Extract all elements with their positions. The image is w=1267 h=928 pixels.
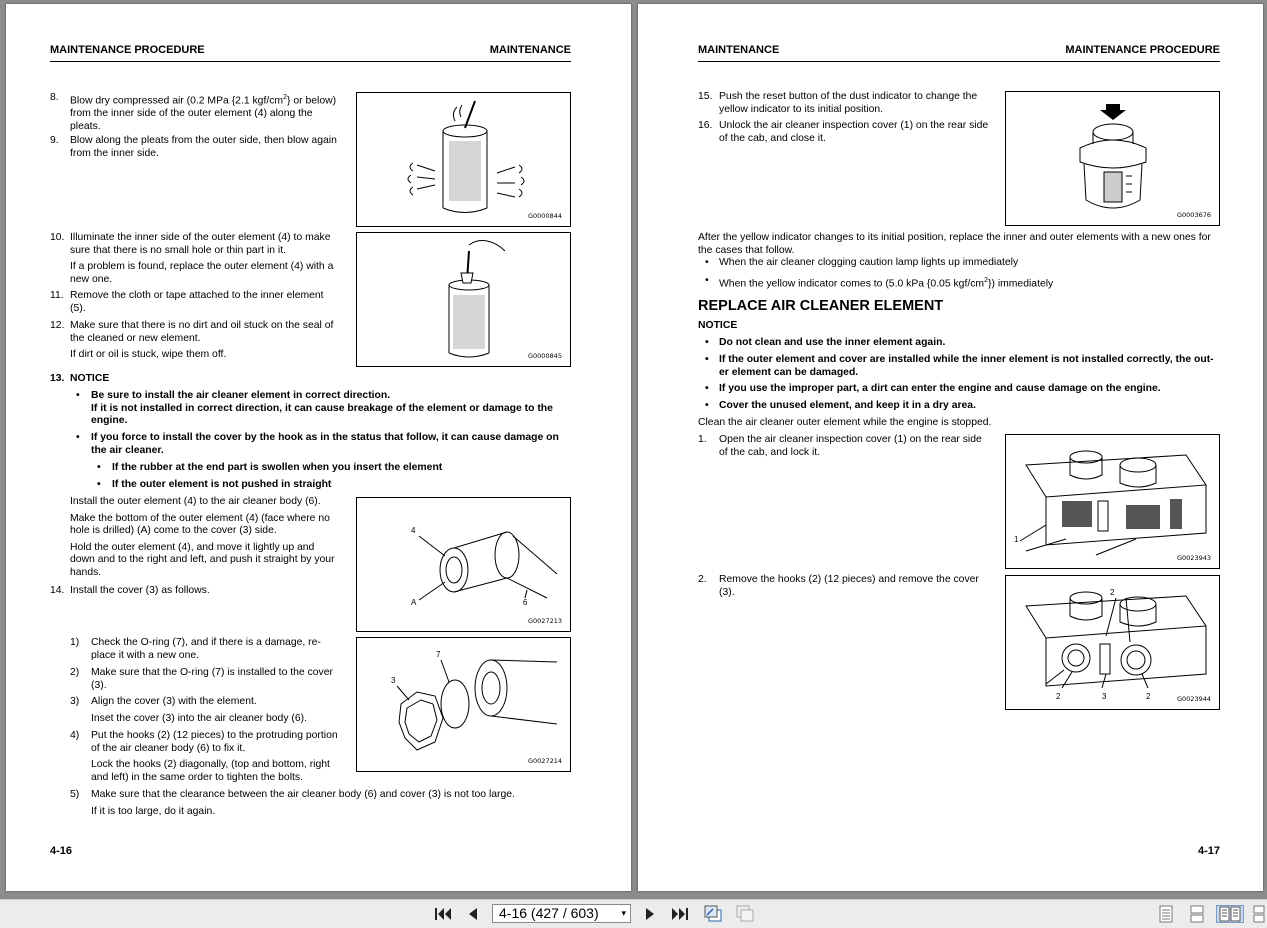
substep-3-text (91, 696, 351, 725)
callout-label: A (411, 598, 417, 607)
step-13-text (70, 496, 350, 580)
notice-line: er element can be damaged. (719, 366, 859, 378)
single-page-icon (1159, 905, 1173, 923)
header-left: MAINTENANCE PROCEDURE (50, 44, 205, 56)
step-number: 13. (50, 373, 65, 384)
bullet: • (705, 275, 709, 286)
figure-dust-indicator (1005, 91, 1220, 226)
step-13-line: down and to the right and left, and push it straight by your (70, 554, 335, 566)
step-15-line: yellow indicator to its initial position. (719, 103, 884, 115)
condition-2 (719, 275, 1053, 291)
header-right: MAINTENANCE PROCEDURE (1065, 44, 1220, 56)
figure-install-element (356, 497, 571, 632)
step-10-line: sure that there is no small hole or thin part in it. (70, 244, 287, 256)
last-page-button[interactable] (668, 905, 692, 923)
step-number: 10. (50, 232, 65, 243)
paragraph-line: After the yellow indicator changes to its initial position, replace the inner and outer elements with a new ones for (698, 232, 1211, 243)
chevron-down-icon[interactable]: ▾ (621, 908, 626, 918)
notice-label: NOTICE (698, 320, 738, 331)
step-8-line: Blow dry compressed air (0.2 MPa {2.1 kgf/cm (70, 95, 284, 107)
bullet: • (705, 383, 709, 394)
header-right: MAINTENANCE (489, 44, 571, 56)
step-number: 1. (698, 434, 707, 445)
step-number: 12. (50, 320, 65, 331)
viewer-toolbar (0, 899, 1267, 928)
substep-1-text (91, 637, 345, 662)
step-12-line: the cleaned or new element. (70, 332, 201, 344)
notice-item-4: Cover the unused element, and keep it in a dry area. (719, 400, 976, 411)
substep-line: of the air cleaner body (6) to fix it. (91, 742, 246, 754)
step-number: 14. (50, 585, 65, 596)
step-15-text (719, 91, 994, 116)
step-9-text (70, 135, 350, 160)
step-16-line: Unlock the air cleaner inspection cover (1) on the rear side (719, 120, 989, 131)
bullet: • (705, 354, 709, 365)
step-11-text (70, 290, 345, 315)
previous-page-button[interactable] (463, 905, 483, 923)
notice-item-2 (91, 432, 571, 457)
step-10-text (70, 232, 345, 286)
callout-label: 6 (523, 598, 528, 607)
callout-label: 7 (436, 650, 441, 659)
step-8-text (70, 92, 345, 133)
page-right (638, 4, 1263, 891)
notice-line: Be sure to install the air cleaner element in correct direction. (91, 390, 391, 401)
step-number: 11. (50, 290, 64, 301)
notice-item-1 (91, 390, 571, 428)
step-line: Remove the hooks (2) (12 pieces) and remove the cover (719, 574, 979, 585)
step-13-line: hole is drilled) (A) come to the cover (3) side. (70, 525, 277, 537)
notice-line: If you force to install the cover by the hook as in the status that follow, it can cause damage on (91, 432, 559, 443)
substep-2-text (91, 667, 345, 692)
bullet: • (705, 257, 709, 268)
substep-number: 4) (70, 730, 80, 741)
step-12-line: Make sure that there is no dirt and oil stuck on the seal of (70, 320, 334, 331)
bullet: • (97, 479, 101, 490)
section-title: REPLACE AIR CLEANER ELEMENT (698, 298, 944, 314)
notice-line: If it is not installed in correct direction, it can cause breakage of the element or damage to the (91, 402, 553, 414)
substep-line: and left) in the same order to tighten the bolts. (91, 771, 303, 783)
figure-blow-element (356, 92, 571, 227)
page-number-field[interactable] (492, 904, 631, 923)
step-number: 15. (698, 91, 713, 102)
step-12-line: If dirt or oil is stuck, wipe them off. (70, 349, 227, 361)
callout-label: 4 (411, 526, 416, 535)
step-8-line: pleats. (70, 120, 101, 132)
bullet: • (705, 400, 709, 411)
step-16-text (719, 120, 999, 145)
header-rule (50, 61, 571, 62)
continuous-view-button[interactable] (1187, 905, 1207, 923)
callout-label: 2 (1110, 588, 1115, 597)
substep-line: Put the hooks (2) (12 pieces) to the protruding portion (91, 730, 338, 741)
substep-number: 3) (70, 696, 80, 707)
single-page-view-button[interactable] (1157, 905, 1175, 923)
substep-number: 1) (70, 637, 80, 648)
substep-line: Make sure that the O-ring (7) is installed to the cover (91, 667, 333, 678)
notice-line: engine. (91, 415, 128, 427)
page-number: 4-16 (50, 845, 73, 857)
step-number: 8. (50, 92, 59, 103)
go-forward-view-icon (735, 905, 755, 923)
page-number-value: 4-16 (427 / 603) (499, 905, 599, 921)
figure-illuminate-element (356, 232, 571, 367)
callout-label: 2 (1146, 692, 1151, 701)
figure-code: G0027213 (528, 617, 562, 625)
condition-1: When the air cleaner clogging caution lamp lights up immediately (719, 257, 1019, 268)
bullet: • (97, 462, 101, 473)
step-15-line: Push the reset button of the dust indicator to change the (719, 91, 978, 102)
step-line: of the cab, and lock it. (719, 446, 821, 458)
step-number: 9. (50, 135, 59, 146)
step-14-text: Install the cover (3) as follows. (70, 585, 210, 596)
previous-page-icon (466, 906, 480, 922)
paragraph-line: the cases that follow. (698, 244, 795, 256)
step-9-line: from the inner side. (70, 147, 159, 159)
two-page-continuous-view-button[interactable] (1252, 905, 1266, 923)
notice-item-2 (719, 354, 1221, 379)
step-8-line: } or below) (287, 95, 337, 107)
replace-step-1-text (719, 434, 994, 459)
notice-subitem-1: If the rubber at the end part is swollen when you insert the element (112, 462, 443, 473)
notice-subitem-2: If the outer element is not pushed in straight (112, 479, 332, 490)
notice-item-3: If you use the improper part, a dirt can enter the engine and cause damage on the engine. (719, 383, 1161, 394)
superscript: 2 (984, 277, 988, 284)
continuous-page-icon (1190, 905, 1204, 923)
substep-5-text (91, 789, 571, 818)
step-8-line: from the inner side of the outer element (4) along the (70, 108, 313, 120)
step-13-line: Make the bottom of the outer element (4) (face where no (70, 512, 330, 524)
figure-open-cover (1005, 434, 1220, 569)
substep-line: Check the O-ring (7), and if there is a damage, re- (91, 637, 321, 648)
substep-line: If it is too large, do it again. (91, 805, 216, 817)
step-line: Open the air cleaner inspection cover (1) on the rear side (719, 434, 982, 445)
two-page-view-button[interactable] (1216, 905, 1244, 923)
figure-code: G0023944 (1177, 695, 1211, 703)
after-reset-text (698, 232, 1223, 257)
substep-line: Align the cover (3) with the element. (91, 696, 257, 707)
notice-line: If the outer element and cover are installed while the inner element is not installed correctly, the out- (719, 354, 1214, 365)
step-12-text (70, 320, 350, 362)
notice-item-1: Do not clean and use the inner element again. (719, 337, 946, 348)
bullet: • (705, 337, 709, 348)
substep-line: Inset the cover (3) into the air cleaner body (6). (91, 712, 308, 724)
last-page-icon (671, 906, 689, 922)
step-13-line: Install the outer element (4) to the air cleaner body (6). (70, 496, 321, 507)
substep-number: 2) (70, 667, 80, 678)
substep-line: Make sure that the clearance between the air cleaner body (6) and cover (3) is not too large. (91, 789, 515, 800)
figure-code: G0000845 (528, 352, 562, 360)
next-page-button[interactable] (640, 905, 660, 923)
go-forward-view-button[interactable] (734, 905, 756, 923)
two-page-continuous-icon (1253, 905, 1265, 923)
header-left: MAINTENANCE (698, 44, 780, 56)
go-back-view-icon (703, 905, 723, 923)
notice-line: the air cleaner. (91, 444, 164, 456)
condition-text: When the yellow indicator comes to (5.0 kPa {0.05 kgf/cm (719, 278, 985, 290)
callout-label: 2 (1056, 692, 1061, 701)
figure-code: G0000844 (528, 212, 562, 220)
replace-step-2-text (719, 574, 994, 599)
two-page-icon (1219, 906, 1241, 922)
substep-line: place it with a new one. (91, 649, 200, 661)
page-left (6, 4, 631, 891)
bullet: • (76, 390, 80, 401)
condition-text: }) immediately (988, 278, 1054, 290)
first-page-button[interactable] (432, 905, 454, 923)
step-number: 2. (698, 574, 707, 585)
callout-label: 3 (391, 676, 396, 685)
substep-4-text (91, 730, 351, 784)
page-number: 4-17 (1197, 845, 1220, 857)
step-10-line: new one. (70, 273, 113, 285)
step-16-line: of the cab, and close it. (719, 132, 826, 144)
callout-label: 3 (1102, 692, 1107, 701)
step-13-line: hands. (70, 566, 102, 578)
notice-label: NOTICE (70, 373, 110, 384)
figure-install-cover (356, 637, 571, 772)
substep-line: (3). (91, 679, 107, 691)
go-back-view-button[interactable] (702, 905, 724, 923)
substep-line: Lock the hooks (2) diagonally, (top and bottom, right (91, 759, 330, 771)
step-line: (3). (719, 586, 735, 598)
first-page-icon (434, 906, 452, 922)
step-11-line: (5). (70, 302, 86, 314)
substep-number: 5) (70, 789, 80, 800)
figure-code: G0027214 (528, 757, 562, 765)
clean-note: Clean the air cleaner outer element while the engine is stopped. (698, 417, 992, 428)
next-page-icon (643, 906, 657, 922)
step-10-line: If a problem is found, replace the outer element (4) with a (70, 261, 334, 273)
step-number: 16. (698, 120, 713, 131)
figure-code: G0003676 (1177, 211, 1211, 219)
callout-label: 1 (1014, 535, 1019, 544)
superscript: 2 (283, 94, 287, 101)
step-9-line: Blow along the pleats from the outer side, then blow again (70, 135, 337, 146)
header-rule (698, 61, 1220, 62)
step-10-line: Illuminate the inner side of the outer element (4) to make (70, 232, 331, 243)
figure-remove-hooks (1005, 575, 1220, 710)
figure-code: G0023943 (1177, 554, 1211, 562)
step-11-line: Remove the cloth or tape attached to the inner element (70, 290, 324, 301)
step-13-line: Hold the outer element (4), and move it lightly up and (70, 541, 315, 553)
bullet: • (76, 432, 80, 443)
